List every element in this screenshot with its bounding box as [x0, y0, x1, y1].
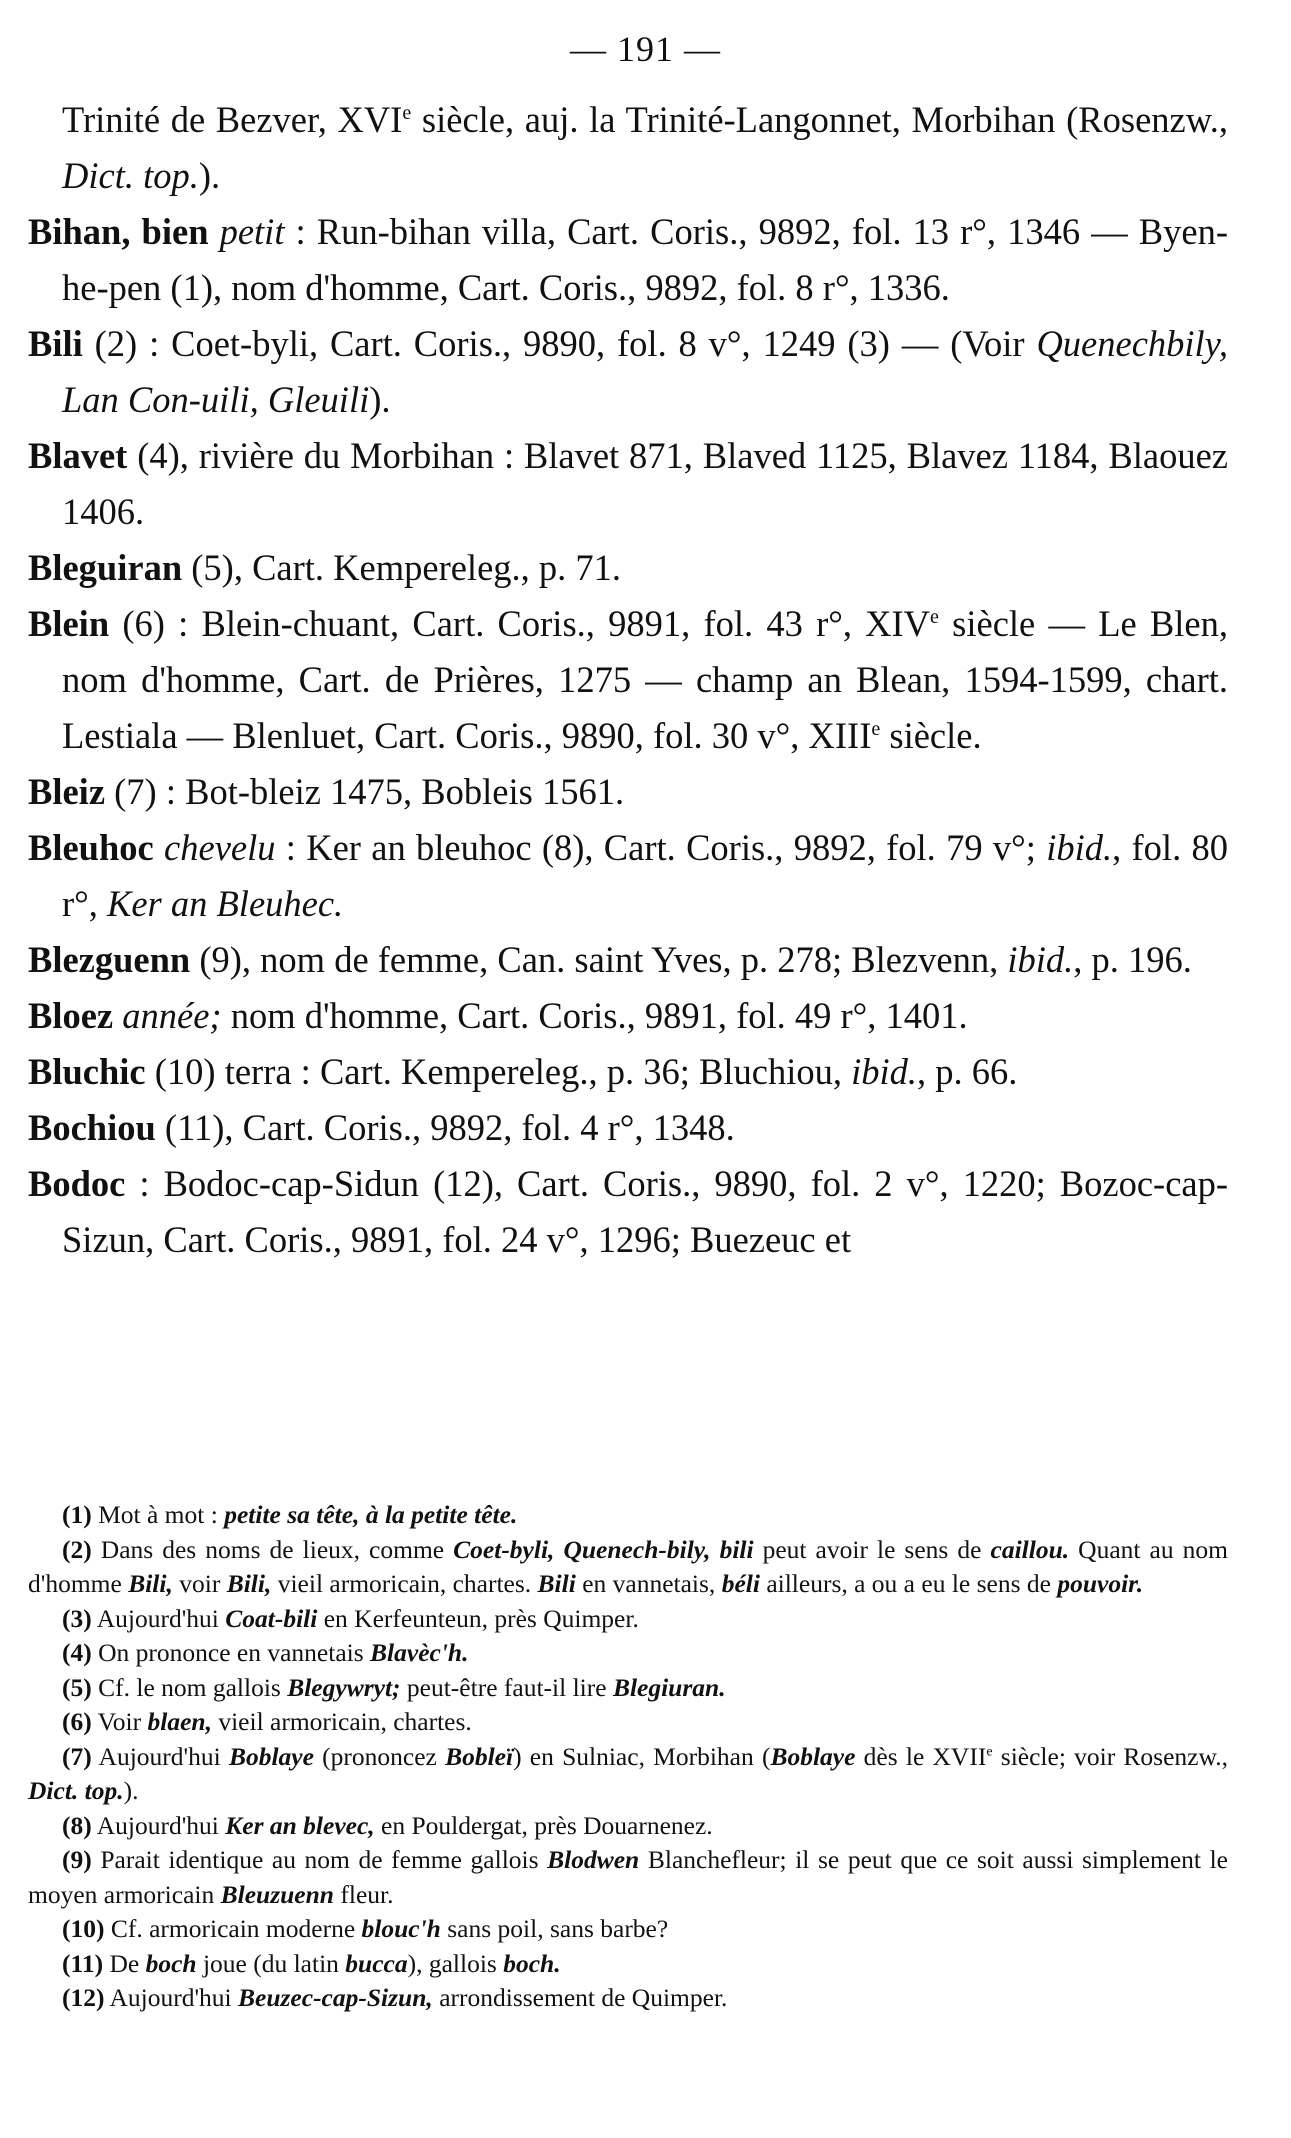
italic-text: Dict. top.	[28, 1776, 124, 1805]
italic-text: Quenechbily, Lan Con-uili, Gleuili	[62, 323, 1228, 420]
text-segment: Dans des noms de lieux, comme	[91, 1534, 454, 1564]
dictionary-entry	[28, 428, 1228, 540]
text-segment: peut avoir le sens de	[753, 1534, 991, 1564]
text-segment: ailleurs, a ou a eu le sens de	[759, 1569, 1058, 1598]
text-segment: Voir	[91, 1707, 148, 1736]
headword: Bleguiran	[28, 547, 183, 588]
footnote	[28, 1636, 1228, 1671]
text-segment: , fol. 80 r°,	[62, 827, 1228, 924]
footnote	[28, 1843, 1228, 1912]
footnote-number: (11)	[62, 1948, 104, 1978]
italic-text: caillou.	[990, 1534, 1070, 1564]
footnote-number: (5)	[62, 1672, 92, 1702]
text-segment: siècle — Le Blen, nom d'homme, Cart. de Prières, 1275 — champ an Blean, 1594-1599, chart. Lestiala — Blenluet, Cart. Coris., 9890, fol. 30 v°, XIII	[62, 603, 1228, 756]
text-segment: De	[103, 1948, 146, 1978]
dictionary-entry	[28, 92, 1228, 204]
text-segment: en Kerfeunteun, près Quimper.	[317, 1603, 639, 1633]
italic-text: Bobleï	[445, 1741, 514, 1771]
text-segment	[113, 995, 122, 1036]
text-segment: (7) : Bot-bleiz 1475, Bobleis 1561.	[105, 771, 625, 812]
dictionary-entry	[28, 820, 1228, 932]
text-segment: Blanchefleur; il se peut que ce soit aussi simplement le moyen armoricain	[28, 1845, 1228, 1909]
italic-text: petit	[219, 211, 285, 252]
italic-text: blouc'h	[361, 1914, 441, 1943]
text-segment: : Bodoc-cap-Sidun (12), Cart. Coris., 9890, fol. 2 v°, 1220; Bozoc-cap-Sizun, Cart. Coris., 9891, fol. 24 v°, 1296; Buezeuc et	[62, 1163, 1228, 1260]
italic-text: Dict. top.	[62, 155, 199, 196]
headword: Blein	[28, 603, 110, 644]
italic-text: Blodwen	[547, 1845, 640, 1874]
footnote-number: (8)	[62, 1810, 92, 1840]
text-segment: fleur.	[334, 1879, 394, 1909]
footnote-number: (2)	[62, 1534, 92, 1564]
text-segment: Parait identique au nom de femme gallois	[91, 1845, 548, 1874]
italic-text: Blegywryt;	[287, 1672, 401, 1702]
text-segment: siècle, auj. la Trinité-Langonnet, Morbihan (Rosenzw.,	[411, 99, 1228, 140]
headword: Bleuhoc	[28, 827, 154, 868]
text-segment: (prononcez	[313, 1741, 446, 1771]
text-segment: arrondissement de Quimper.	[432, 1983, 728, 2012]
footnote	[28, 1602, 1228, 1637]
italic-text: Boblaye	[770, 1741, 856, 1771]
text-segment: sans poil, sans barbe?	[440, 1914, 669, 1943]
italic-text: Ker an Bleuhec.	[107, 883, 344, 924]
footnote-number: (3)	[62, 1603, 92, 1633]
superscript: e	[402, 101, 412, 124]
headword: Bodoc	[28, 1163, 126, 1204]
italic-text: ibid.	[1046, 827, 1113, 868]
headword: Bili	[28, 323, 83, 364]
italic-text: ibid.	[851, 1051, 918, 1092]
text-segment: : Ker an bleuhoc (8), Cart. Coris., 9892, fol. 79 v°;	[275, 827, 1047, 868]
headword: Bloez	[28, 995, 114, 1036]
italic-text: blaen,	[147, 1707, 212, 1736]
footnote-number: (12)	[62, 1983, 105, 2012]
text-segment: nom d'homme, Cart. Coris., 9891, fol. 49 r°, 1401.	[221, 995, 968, 1036]
dictionary-entry	[28, 988, 1228, 1044]
italic-text: Coat-bili	[225, 1603, 318, 1633]
italic-text: bucca	[345, 1948, 408, 1978]
text-segment: : Run-bihan villa, Cart. Coris., 9892, fol. 13 r°, 1346 — Byen-he-pen (1), nom d'homme, Cart. Coris., 9892, fol. 8 r°, 1336.	[62, 211, 1228, 308]
text-segment: en Pouldergat, près Douarnenez.	[374, 1810, 713, 1840]
italic-text: petite sa tête, à la petite tête.	[224, 1500, 518, 1529]
footnote	[28, 1740, 1228, 1809]
text-segment: Aujourd'hui	[91, 1603, 226, 1633]
headword: Bochiou	[28, 1107, 156, 1148]
dictionary-entry	[28, 204, 1228, 316]
headword: Blavet	[28, 435, 128, 476]
text-segment: vieil armoricain, chartes.	[211, 1707, 472, 1736]
italic-text: ibid.	[1007, 939, 1074, 980]
footnote	[28, 1705, 1228, 1740]
italic-text: pouvoir.	[1057, 1569, 1144, 1598]
footnote-number: (10)	[62, 1914, 105, 1943]
italic-text: chevelu	[164, 827, 276, 868]
text-segment	[209, 211, 220, 252]
headword: Bihan, bien	[28, 211, 209, 252]
text-segment: Aujourd'hui	[104, 1983, 238, 2012]
text-segment: siècle.	[880, 715, 982, 756]
page-number: — 191 —	[570, 29, 721, 69]
dictionary-entry	[28, 596, 1228, 764]
superscript: e	[871, 717, 881, 740]
footnote	[28, 1498, 1228, 1533]
text-segment: ).	[123, 1776, 139, 1805]
text-segment	[154, 827, 164, 868]
italic-text: Bili	[537, 1569, 576, 1598]
text-segment: ) en Sulniac, Morbihan (	[513, 1741, 771, 1771]
text-segment: Cf. armoricain moderne	[104, 1914, 362, 1943]
text-segment: (9), nom de femme, Can. saint Yves, p. 278; Blezvenn,	[190, 939, 1008, 980]
text-segment: ).	[369, 379, 391, 420]
text-segment: voir	[172, 1569, 227, 1598]
text-segment: Aujourd'hui	[91, 1810, 226, 1840]
text-segment: (10) terra : Cart. Kempereleg., p. 36; Bluchiou,	[145, 1051, 852, 1092]
footnote-number: (6)	[62, 1707, 92, 1736]
footnote	[28, 1671, 1228, 1706]
text-segment: Aujourd'hui	[91, 1741, 229, 1771]
dictionary-entry	[28, 316, 1228, 428]
footnote	[28, 1533, 1228, 1602]
italic-text: année;	[122, 995, 222, 1036]
text-segment: (2) : Coet-byli, Cart. Coris., 9890, fol. 8 v°, 1249 (3) — (Voir	[82, 323, 1037, 364]
text-segment: Cf. le nom gallois	[91, 1672, 288, 1702]
dictionary-entry	[28, 1100, 1228, 1156]
footnote-number: (4)	[62, 1638, 92, 1667]
footnote	[28, 1809, 1228, 1844]
text-segment: ), gallois	[407, 1948, 504, 1978]
text-segment: peut-être faut-il lire	[400, 1672, 613, 1702]
footnote-number: (7)	[62, 1741, 92, 1771]
italic-text: Bleuzuenn	[220, 1879, 334, 1909]
text-segment: ).	[198, 155, 221, 196]
italic-text: Coet-byli, Quenech-bily, bili	[453, 1534, 754, 1564]
text-segment: , p. 66.	[917, 1051, 1018, 1092]
text-segment: (5), Cart. Kempereleg., p. 71.	[182, 547, 622, 588]
italic-text: Ker an blevec,	[225, 1810, 375, 1840]
text-segment: On prononce en vannetais	[91, 1638, 371, 1667]
text-segment: dès le XVII	[855, 1741, 987, 1771]
footnote	[28, 1981, 1228, 2016]
italic-text: boch.	[503, 1948, 561, 1978]
italic-text: Blavèc'h.	[370, 1638, 469, 1667]
text-segment: Trinité de Bezver, XVI	[62, 99, 403, 140]
dictionary-entry	[28, 932, 1228, 988]
italic-text: Beuzec-cap-Sizun,	[238, 1983, 433, 2012]
text-segment: en vannetais,	[575, 1569, 722, 1598]
footnote-number: (1)	[62, 1500, 92, 1529]
italic-text: béli	[721, 1569, 760, 1598]
footnotes	[28, 1498, 1228, 2016]
text-segment: siècle; voir Rosenzw.,	[992, 1741, 1228, 1771]
text-segment: , p. 196.	[1073, 939, 1192, 980]
italic-text: boch	[145, 1948, 197, 1978]
italic-text: Blegiuran.	[612, 1672, 726, 1702]
headword: Blezguenn	[28, 939, 191, 980]
italic-text: Boblaye	[228, 1741, 314, 1771]
text-segment: joue (du latin	[196, 1948, 346, 1978]
text-segment: (6) : Blein-chuant, Cart. Coris., 9891, fol. 43 r°, XIV	[109, 603, 931, 644]
text-segment: vieil armoricain, chartes.	[271, 1569, 538, 1598]
superscript: e	[986, 1744, 993, 1759]
footnote	[28, 1947, 1228, 1982]
dictionary-entry	[28, 764, 1228, 820]
dictionary-entry	[28, 540, 1228, 596]
text-segment: (11), Cart. Coris., 9892, fol. 4 r°, 1348.	[155, 1107, 735, 1148]
text-segment: Mot à mot :	[91, 1500, 225, 1529]
italic-text: Bili,	[226, 1569, 272, 1598]
footnote	[28, 1912, 1228, 1947]
italic-text: Bili,	[128, 1569, 173, 1598]
superscript: e	[930, 605, 939, 628]
dictionary-entries	[28, 92, 1228, 1268]
headword: Bleiz	[28, 771, 106, 812]
footnote-number: (9)	[62, 1845, 92, 1874]
text-segment: Quant au nom d'homme	[28, 1534, 1228, 1598]
text-segment: (4), rivière du Morbihan : Blavet 871, Blaved 1125, Blavez 1184, Blaouez 1406.	[62, 435, 1228, 532]
headword: Bluchic	[28, 1051, 146, 1092]
dictionary-entry	[28, 1044, 1228, 1100]
dictionary-entry	[28, 1156, 1228, 1268]
